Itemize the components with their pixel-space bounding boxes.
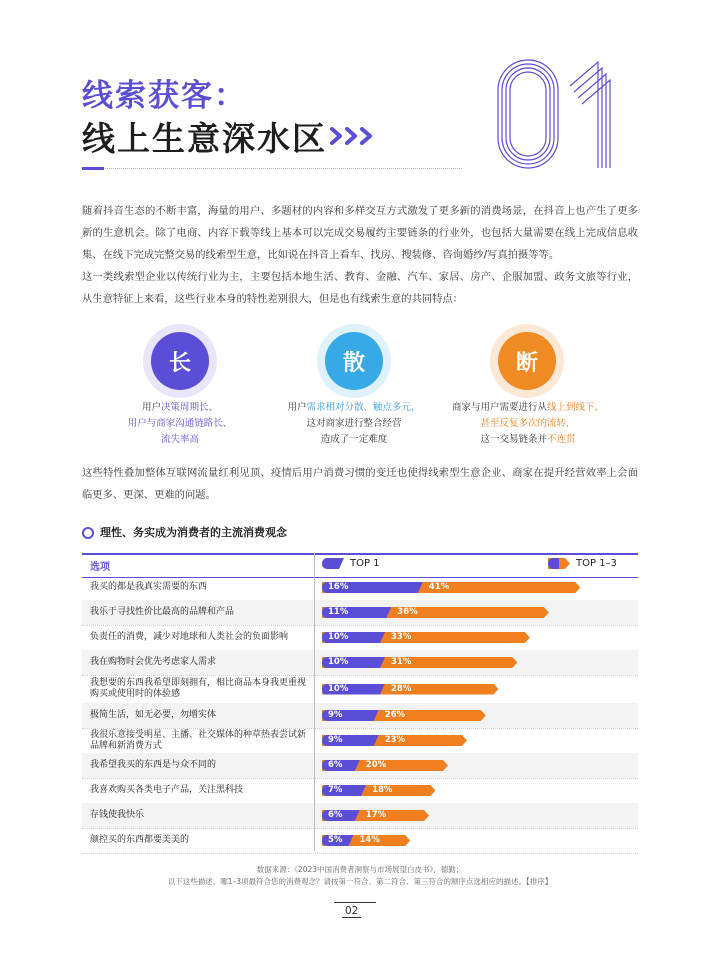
page-number: 02 [342,905,361,918]
option-label: 我在购物时会优先考虑家人需求 [90,657,217,667]
page-title-line2: 线上生意深水区 [82,119,327,158]
option-label: 存钱使我快乐 [90,810,145,820]
intro-paragraph-1: 随着抖音生态的不断丰富，海量的用户、多题材的内容和多样交互方式激发了更多新的消费场景，在抖音上也产生了更多新的生意机会。除了电商、内容下载等线上基本可以完成交易履约主要链条的行业外，也包括大量需要在线上完成信息收集、在线下完成完整交易的线索型生意，比如说在抖音上看车、找房、搜装修、咨询婚纱/写真拍摄等等。 [82,205,638,261]
bar-label-top1: 9% [328,710,343,720]
bar-label-top1: 11% [328,607,349,617]
option-label: 我喜欢购买各类电子产品，关注黑科技 [90,785,244,795]
bar-label-top1: 10% [328,683,349,694]
bar-label-top13: 36% [397,607,418,617]
column-header-option: 选项 [90,562,110,573]
bar-label-top13: 28% [391,683,412,694]
section-number: 01 [494,41,515,60]
bar-label-top13: 18% [372,785,393,795]
column-divider [314,553,315,851]
bar-label-top13: 17% [365,810,387,820]
bar-label-top1: 6% [328,760,343,770]
option-label: 我买的都是我真实需要的东西 [90,582,208,592]
triple-chevron-icon [330,126,376,146]
section-title: 理性、务实成为消费者的主流消费观念 [100,526,287,539]
feature-circle-scattered [325,332,383,390]
page-number-rule [334,902,376,903]
bar-label-top13: 14% [359,835,380,845]
legend-swatch-top13 [548,558,570,569]
intro-paragraph-2: 这一类线索型企业以传统行业为主，主要包括本地生活、教育、金融、汽车、家居、房产、企服加盟、政务文旅等行业，从生意特征上来看，这些行业本身的特性差别很大，但是也有线索生意的共同特点： [82,271,638,305]
feature-circle-broken [498,332,556,390]
page-title-line1: 线索获客： [82,78,247,114]
option-label: 我想要的东西我希望即刻拥有，相比商品本身我更重视购买或使用时的体验感 [90,678,307,699]
section-bullet-icon [82,527,94,539]
feature-text-long: 用户决策周期长、 用户与商家沟通链路长、 流失率高 [127,402,233,445]
feature-text-broken: 商家与用户需要进行从线上到线下、 甚至反复多次的流转， 这一交易链条并不连贯 [451,402,605,445]
bar-label-top1: 16% [328,582,349,592]
row-divider [82,853,638,854]
bar-label-top1: 5% [328,835,343,845]
option-label: 负责任的消费，减少对地球和人类社会的负面影响 [90,632,289,642]
legend-top1: TOP 1 [322,558,380,569]
bar-label-top1: 10% [328,657,349,667]
option-label: 我希望我买的东西是与众不同的 [90,760,217,770]
bar-label-top1: 9% [328,735,343,745]
bar-label-top1: 10% [328,632,349,642]
legend-swatch-top1 [322,558,344,569]
option-label: 颜控买的东西都要美美的 [90,835,190,845]
header-accent [82,167,104,170]
feature-char: 散 [342,350,365,376]
source-note: 数据来源：《2023中国消费者洞察与市场展望白皮书》，德勤； [256,865,464,874]
legend-top13: TOP 1–3 [548,558,617,569]
intro-paragraph-3: 这些特性叠加整体互联网流量红利见顶、疫情后用户消费习惯的变迁也使得线索型生意企业、商家在提升经营效率上会面临更多、更深、更难的问题。 [82,467,638,501]
feature-char: 断 [515,350,538,376]
bar-label-top1: 7% [328,785,343,795]
bar-label-top13: 31% [391,657,412,667]
feature-char: 长 [168,350,191,376]
bar-label-top1: 6% [328,810,343,820]
option-label: 我很乐意接受明星、主播、社交媒体的种草热表尝试新品牌和新消费方式 [90,729,307,751]
header-divider [82,168,462,169]
bar-label-top13: 23% [384,735,406,745]
bar-label-top13: 26% [384,710,406,720]
feature-text-scattered: 用户需求相对分散、触点多元， 这对商家进行整合经营 造成了一定难度 [287,402,421,445]
bar-label-top13: 33% [391,632,412,642]
option-label: 我乐于寻找性价比最高的品牌和产品 [90,607,235,617]
section-number-graphic [494,41,634,172]
bar-label-top13: 20% [365,760,387,770]
option-label: 极简生活，如无必要，勿增实体 [90,710,217,720]
feature-circle-long [151,332,209,390]
survey-question-note: 以下这些描述，哪1–3项最符合您的消费观念？请按第一符合、第二符合、第三符合的顺序点选相应的描述。【排序】 [167,877,553,886]
bar-label-top13: 41% [428,582,450,592]
